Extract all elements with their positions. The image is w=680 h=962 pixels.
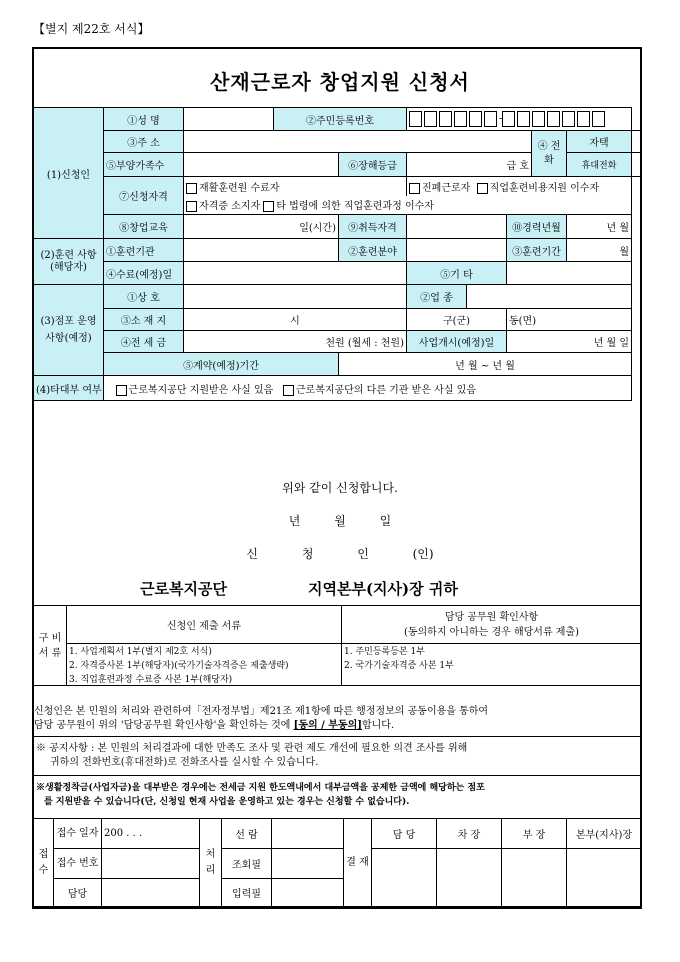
home-phone-label: 자택: [567, 131, 632, 153]
applicant-section-label: (1)신청인: [34, 108, 104, 239]
address-label: ③주 소: [104, 131, 184, 153]
confirm-header: 담당 공무원 확인사항 (동의하지 아니하는 경우 해당서류 제출): [342, 606, 642, 644]
career-field[interactable]: 년 월: [567, 215, 632, 239]
confirm-item-1: 1. 주민등록등본 1부: [342, 644, 642, 658]
consent-choice[interactable]: [동의 / 부동의]: [293, 720, 362, 731]
checkbox-icon[interactable]: [283, 385, 294, 396]
reception-officer-field[interactable]: [102, 879, 200, 907]
rrn-dash: -: [499, 113, 503, 125]
reception-date-label: 접수 일자: [54, 819, 102, 849]
deposit-label: ④전 세 금: [104, 331, 184, 353]
view-field[interactable]: [272, 819, 344, 849]
confirm-item-2: 2. 국가기술자격증 사본 1부: [342, 658, 642, 672]
location-si[interactable]: 시: [184, 309, 407, 331]
declaration-applicant: 신 청 인 (인): [246, 547, 434, 561]
qualification-options-2-3[interactable]: 진폐근로자 직업훈련비용지원 이수자: [407, 177, 632, 196]
other-loans-options[interactable]: 근로복지공단 지원받은 사실 있음 근로복지공단의 다른 기관 받은 사실 있음: [104, 376, 632, 401]
documents-label: 구 비 서 류: [34, 606, 67, 686]
submit-header: 신청인 제출 서류: [67, 606, 342, 644]
role-director: 본부(지사)장: [567, 819, 642, 849]
role-manager: 부 장: [502, 819, 567, 849]
period-field[interactable]: 월: [567, 239, 632, 262]
reception-date-field[interactable]: 200 . . .: [102, 819, 200, 849]
contract-label: ⑤계약(예정)기간: [104, 353, 339, 376]
trade-name-field[interactable]: [184, 285, 407, 309]
warning-line-1: ※생활정착금(사업자금)을 대부받은 경우에는 전세금 지원 한도액내에서 대부금액을 공제한 금액에 해당하는 점포: [36, 783, 485, 793]
reception-table: [33, 818, 642, 907]
business-type-label: ②업 종: [407, 285, 467, 309]
startup-edu-field[interactable]: 일(시간): [184, 215, 339, 239]
dependents-field[interactable]: [184, 153, 339, 177]
role-deputy: 차 장: [437, 819, 502, 849]
training-section-label: (2)훈련 사항 (해당자): [34, 239, 104, 285]
checkbox-icon[interactable]: [263, 201, 274, 212]
reception-label: 접 수: [34, 819, 54, 907]
business-type-field[interactable]: [467, 285, 632, 309]
home-phone-field[interactable]: [632, 131, 641, 153]
location-label: ③소 재 지: [104, 309, 184, 331]
checkbox-icon[interactable]: [409, 183, 420, 194]
store-section-label: (3)점포 운영 사항(예정): [34, 285, 104, 376]
qualification-options-4-5[interactable]: 자격증 소지자 타 법령에 의한 직업훈련과정 이수자: [184, 196, 632, 215]
notice-line-1: ※ 공지사항 : 본 민원의 처리결과에 대한 만족도 조사 및 관련 제도 개선에 필요한 의견 조사를 위해: [36, 743, 468, 754]
startup-edu-label: ⑧창업교육: [104, 215, 184, 239]
field-label: ②훈련분야: [339, 239, 407, 262]
start-date-label: 사업개시(예정)일: [407, 331, 507, 353]
divider: [32, 736, 642, 737]
application-table: [33, 107, 641, 401]
input-field[interactable]: [272, 879, 344, 907]
acquired-field[interactable]: [407, 215, 507, 239]
sign-officer[interactable]: [372, 849, 437, 907]
qualification-option-1[interactable]: 재활훈련원 수료자: [184, 177, 407, 196]
field-field[interactable]: [407, 239, 507, 262]
form-number: 【별지 제22호 서식】: [33, 22, 150, 36]
consent-text-2: 담당 공무원이 위의 '담당공무원 확인사항'을 확인하는 것에 [동의 / 부동의]합니다.: [34, 720, 395, 731]
contract-field[interactable]: 년 월 ~ 년 월: [339, 353, 632, 376]
mobile-phone-field[interactable]: [632, 153, 641, 177]
approval-label: 결 재: [344, 819, 372, 907]
role-officer: 담 당: [372, 819, 437, 849]
name-label: ①성 명: [104, 108, 184, 131]
documents-table: [33, 605, 642, 686]
address-field[interactable]: [184, 131, 532, 153]
institution-field[interactable]: [184, 239, 339, 262]
career-label: ⑩경력년월: [507, 215, 567, 239]
checkbox-icon[interactable]: [186, 183, 197, 194]
submit-item-2: 2. 자격증사본 1부(해당자)(국가기술자격증은 제출생략): [67, 658, 342, 672]
declaration-date: 년 월 일: [288, 514, 392, 528]
checkbox-icon[interactable]: [186, 201, 197, 212]
consent-text-1: 신청인은 본 민원의 처리와 관련하여「전자정부법」제21조 제1항에 따른 행정정보의 공동이용을 통하여: [34, 706, 489, 717]
reception-officer-label: 담당: [54, 879, 102, 907]
process-label: 처 리: [200, 819, 222, 907]
period-label: ③훈련기간: [507, 239, 567, 262]
completion-label: ④수료(예정)일: [104, 262, 184, 285]
input-label: 입력필: [222, 879, 272, 907]
disability-label: ⑥장해등급: [339, 153, 407, 177]
reception-number-label: 접수 번호: [54, 849, 102, 879]
page-title: 산재근로자 창업지원 신청서: [210, 70, 470, 94]
reception-number-field[interactable]: [102, 849, 200, 879]
disability-grade-field[interactable]: 급 호: [407, 153, 532, 177]
sign-deputy[interactable]: [437, 849, 502, 907]
name-field[interactable]: [184, 108, 274, 131]
dependents-label: ⑤부양가족수: [104, 153, 184, 177]
submit-item-1: 1. 사업계획서 1부(별지 제2호 서식): [67, 644, 342, 658]
checkbox-icon[interactable]: [477, 183, 488, 194]
checkbox-icon[interactable]: [116, 385, 127, 396]
recipient: 지역본부(지사)장 귀하: [308, 580, 458, 598]
phone-label: ④ 전화: [532, 131, 567, 177]
acquired-label: ⑨취득자격: [339, 215, 407, 239]
view-label: 선 람: [222, 819, 272, 849]
completion-field[interactable]: [184, 262, 407, 285]
divider: [32, 775, 642, 776]
declaration-statement: 위와 같이 신청합니다.: [282, 481, 398, 495]
other-label: ⑤기 타: [407, 262, 507, 285]
other-field[interactable]: [507, 262, 632, 285]
other-loans-label: (4)타대부 여부: [34, 376, 104, 401]
lookup-label: 조회필: [222, 849, 272, 879]
start-date-field[interactable]: 년 월 일: [507, 331, 632, 353]
rrn-label: ②주민등록번호: [274, 108, 407, 131]
notice-line-2: 귀하의 전화번호(휴대전화)로 전화조사를 실시할 수 있습니다.: [50, 757, 319, 768]
lookup-field[interactable]: [272, 849, 344, 879]
mobile-phone-label: 휴대전화: [567, 153, 632, 177]
recipient-org: 근로복지공단: [140, 580, 227, 598]
rrn-field[interactable]: [407, 108, 632, 131]
institution-label: ①훈련기관: [104, 239, 184, 262]
location-dong[interactable]: 동(면): [507, 309, 632, 331]
trade-name-label: ①상 호: [104, 285, 184, 309]
location-gu[interactable]: 구(군): [407, 309, 507, 331]
submit-item-3: 3. 직업훈련과정 수료증 사본 1부(해당자): [67, 672, 342, 686]
sign-manager[interactable]: [502, 849, 567, 907]
qualification-label: ⑦신청자격: [104, 177, 184, 215]
sign-director[interactable]: [567, 849, 642, 907]
deposit-field[interactable]: 천원 (월세 : 천원): [184, 331, 407, 353]
warning-line-2: 를 지원받을 수 있습니다(단, 신청일 현재 사업을 운영하고 있는 경우는 신청할 수 없습니다).: [44, 797, 410, 807]
